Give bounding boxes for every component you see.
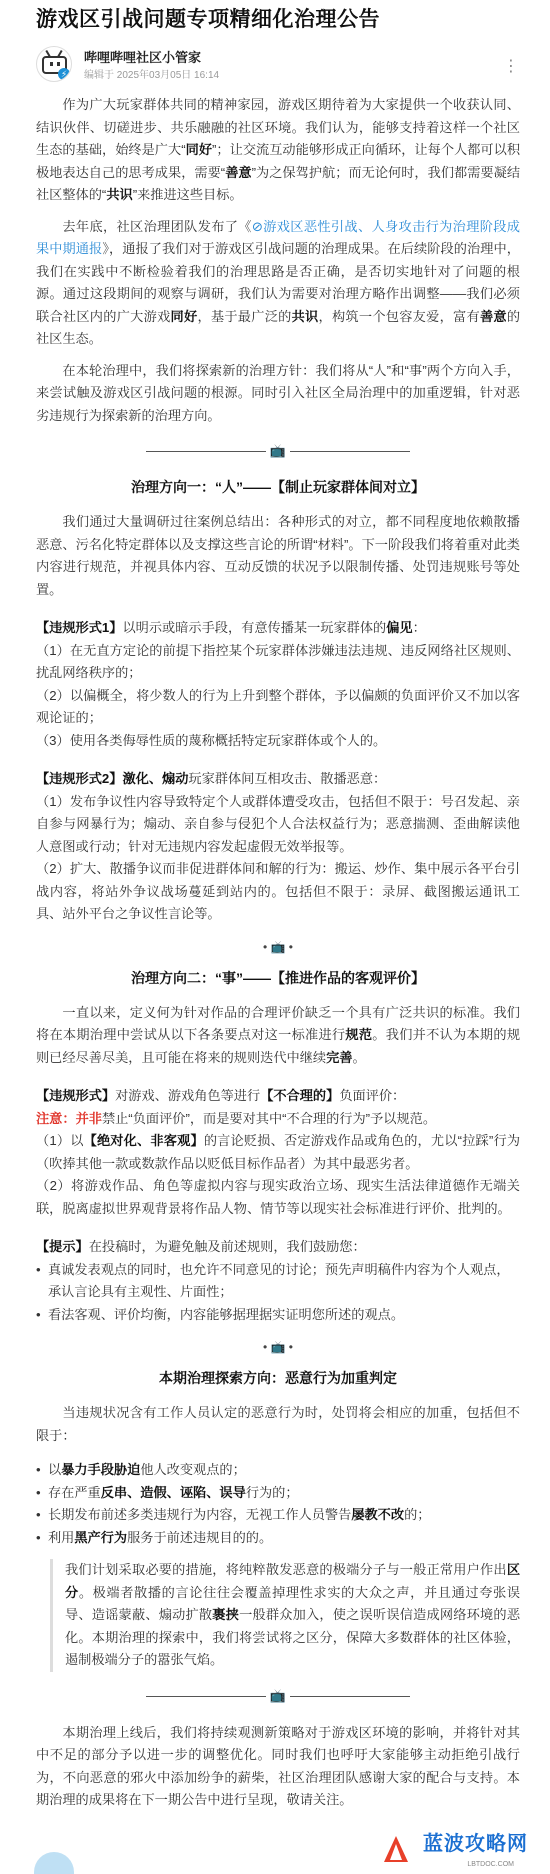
more-icon[interactable]: ⋮: [503, 58, 520, 75]
bold-text: 屡教不改: [351, 1507, 405, 1522]
list-item: • 看法客观、评价均衡，内容能够据理据实证明您所述的观点。: [36, 1304, 520, 1327]
divider: [36, 1682, 520, 1712]
list-item: （2）扩大、散播争议而非促进群体间和解的行为：搬运、炒作、集中展示各平台引战内容，将站外争议战场蔓延到站内的。包括但不限于：录屏、截图搬运通讯工具、站外平台之争议性言论等。: [36, 861, 520, 921]
quote-block: [50, 1559, 520, 1672]
watermark-logo-icon: [382, 1834, 410, 1864]
text: 禁止“负面评价”，而是要对其中“不合理的行为”予以规范。: [101, 1110, 437, 1126]
bold-text: 同好: [170, 308, 198, 324]
text: 。我们并不认为本期的规则已经尽善尽美，且可能在将来的规则迭代中继续: [36, 1027, 521, 1065]
text: ，构筑一个包容友爱，富有: [318, 308, 480, 324]
edit-time: 编辑于 2025年03月05日 16:14: [84, 70, 220, 81]
label: 【提示】: [36, 1239, 89, 1254]
list-item: （3）使用各类侮辱性质的蔑称概括特定玩家群体或个人的。: [36, 732, 387, 748]
tv-icon: • 📺 •: [262, 939, 293, 954]
tv-icon: 📺: [269, 443, 287, 458]
note-label: 注意：: [36, 1110, 76, 1126]
eye-icon: [57, 62, 60, 66]
violation-form: [36, 1085, 520, 1108]
text: 负面评价：: [339, 1088, 406, 1103]
text: 行为的；: [245, 1484, 299, 1500]
text: 他人改变观点的；: [140, 1462, 246, 1477]
list-item: [36, 1459, 520, 1482]
text: ”；让交流互动能够形成正向循环，让每个人都可以积极地表达自己的思考成果，需要“: [36, 142, 521, 180]
eye-icon: [50, 62, 53, 66]
intro-paragraph-3: 在本轮治理中，我们将探索新的治理方针：我们将从“人”和“事”两个方向入手，来尝试触及游戏区引战问题的根源。同时引入社区全局治理中的加重逻辑，针对恶劣违规行为探索新的治理方向。: [36, 362, 520, 423]
list-item: （2）以偏概全，将少数人的行为上升到整个群体，予以偏颇的负面评价又不加以客观论证的；: [36, 687, 520, 725]
watermark-subtext: LBTDOC.COM: [467, 1861, 514, 1868]
bold-text: 规范: [345, 1027, 373, 1042]
bold-text: 善意: [479, 308, 507, 324]
intro-paragraph-1: [36, 94, 520, 207]
text: 玩家群体间互相攻击、散播恶意：: [188, 771, 387, 786]
dots-divider: [36, 1334, 520, 1360]
bold-text: 暴力手段胁迫: [61, 1462, 141, 1477]
verified-bolt-icon: ⚡: [58, 68, 70, 80]
divider-line: [146, 451, 266, 452]
section-title: 本期治理探索方向：恶意行为加重判定: [159, 1370, 397, 1386]
list-item: [36, 1504, 520, 1527]
text: 的言论贬损、否定游戏作品或角色的，尤以“拉踩”行为（吹捧其他一款或数款作品以贬低目标作品者）为其中最恶劣者。: [36, 1133, 521, 1171]
closing-paragraph: 本期治理上线后，我们将持续观测新策略对于游戏区环境的影响，并将针对其中不足的部分予以进一步的调整优化。同时我们也呼吁大家能够主动拒绝引战行为，不向恶意的邪火中添加纷争的薪柴，社区治理团队感谢大家的配合与支持。本期治理的成果将在下一期公告中进行呈现，敬请关注。: [36, 1724, 520, 1807]
text: 。极端者散播的言论往往会覆盖掉理性求实的大众之声，并且通过夸张误导、造谣蒙蔽、煽动扩散: [65, 1584, 521, 1622]
text: 作为广大玩家群体共同的精神家园，游戏区期待着为大家提供一个收获认同、结识伙伴、切磋进步、共乐融融的社区环境。我们认为，能够支持着这样一个社区生态的基础，始终是广大“: [36, 97, 520, 157]
text: ，基于最广泛的: [197, 308, 292, 324]
bold-text: 同好: [185, 142, 213, 157]
text: 去年底，社区治理团队发布了《: [62, 218, 252, 234]
label: 【违规形式】: [36, 1088, 116, 1103]
section-intro: [36, 1002, 520, 1070]
text: 的；: [404, 1507, 431, 1522]
tips-list: [36, 1259, 520, 1327]
list-item: [36, 1482, 520, 1505]
section-title: 治理方向二：“事”——【推进作品的客观评价】: [131, 969, 425, 986]
author-name[interactable]: 哔哩哔哩社区小管家: [84, 50, 202, 65]
text: 的社区生态。: [36, 308, 521, 346]
list-item: • 真诚发表观点的同时，也允许不同意见的讨论；预先声明稿件内容为个人观点，承认言论具有主观性、片面性；: [36, 1259, 520, 1304]
text: 存在严重: [48, 1484, 101, 1500]
list-item: [36, 1130, 520, 1175]
text: （1）以: [36, 1133, 84, 1148]
divider-line: [290, 451, 410, 452]
text: 一般群众加入，使之误听误信造成网络环境的恶化。本期治理的探索中，我们将尝试将之区分，保障大多数群体的社区体验，遏制极端分子的嚣张气焰。: [65, 1607, 521, 1667]
text: 我们计划采取必要的措施，将纯粹散发恶意的极端分子与一般正常用户作出: [65, 1562, 507, 1577]
bold-text: 裹挟: [212, 1607, 240, 1622]
intro-paragraph-2: [36, 216, 520, 351]
author-row: [36, 46, 520, 94]
bold-text: 【绝对化、非客观】: [83, 1133, 204, 1148]
text: 以: [48, 1462, 62, 1477]
text: 对游戏、游戏角色等进行: [115, 1088, 261, 1103]
note: [36, 1108, 520, 1131]
section-intro: 我们通过大量调研过往案例总结出：各种形式的对立，都不同程度地依赖散播恶意、污名化特定群体以及支撑这些言论的所谓“材料”。下一阶段我们将着重对此类内容进行规范，并视具体内容、互动反馈的状况予以限制传播、处罚违规账号等处置。: [36, 514, 520, 597]
dots-divider: [36, 934, 520, 960]
report-link[interactable]: ⊘游戏区恶性引战、人身攻击行为治理阶段成果中期通报: [36, 218, 520, 256]
avatar[interactable]: [36, 46, 72, 82]
text: ”来推进这些目标。: [132, 187, 243, 202]
list-item: （1）发布争议性内容导致特定个人或群体遭受攻击，包括但不限于：号召发起、亲自参与网暴行为；煽动、亲自参与侵犯个人合法权益行为；恶意揣测、歪曲解读他人意图或行动；针对无违规内容发起虚假无效举报等。: [36, 793, 520, 854]
divider-line: [146, 1696, 266, 1697]
bold-text: 共识: [291, 308, 319, 324]
violation-form-1: [36, 617, 520, 640]
label: 【违规形式2】激化、煽动: [36, 771, 189, 786]
label: 【违规形式1】: [36, 620, 123, 635]
bold-text: 偏见: [386, 620, 413, 635]
tv-icon: • 📺 •: [262, 1340, 293, 1354]
bold-text: 共识: [106, 187, 133, 202]
mascot-image: [34, 1852, 74, 1874]
bold-text: 善意: [225, 164, 252, 180]
text: ：: [412, 620, 426, 635]
text: 》，通报了我们对于游戏区引战问题的治理成果。在后续阶段的治理中，我们在实践中不断检验着我们的治理思路是否正确，是否切实地针对了问题的根源。通过这段期间的观察与调研，我们认为需要对治理方略作出调整——我们必须联合社区内的广大游戏: [36, 241, 520, 324]
page-title: 游戏区引战问题专项精细化治理公告: [36, 8, 380, 31]
text: 在投稿时，为避免触及前述规则，我们鼓励您：: [88, 1239, 366, 1254]
red-text: 并非: [75, 1110, 102, 1126]
bold-text: 黑产行为: [74, 1529, 128, 1545]
violation-form-2: [36, 768, 520, 791]
divider-line: [290, 1696, 410, 1697]
aggravation-list: [36, 1459, 520, 1549]
watermark: [358, 1830, 528, 1870]
tv-icon: 📺: [269, 1687, 287, 1703]
bold-text: 【不合理的】: [260, 1088, 340, 1103]
text: 。: [352, 1049, 366, 1065]
section-title: 治理方向一：“人”——【制止玩家群体间对立】: [131, 479, 425, 495]
list-item: （1）在无直方定论的前提下指控某个玩家群体涉嫌违法违规、违反网络社区规则、扰乱网络秩序的；: [36, 642, 520, 680]
quote-text: [65, 1559, 520, 1672]
list-item: （2）将游戏作品、角色等虚拟内容与现实政治立场、现实生活法律道德作无端关联，脱离虚拟世界观背景将作品人物、情节等以现实社会标准进行评价、批判的。: [36, 1178, 520, 1216]
text: ”为之保驾护航；而无论何时，我们都需要凝结社区整体的“: [36, 164, 521, 202]
bold-text: 反串、造假、诬陷、误导: [100, 1484, 246, 1500]
text: 一直以来，定义何为针对作品的合理评价缺乏一个具有广泛共识的标准。我们将在本期治理中尝试从以下各条要点对这一标准进行: [36, 1004, 520, 1042]
text: 以明示或暗示手段，有意传播某一玩家群体的: [122, 620, 387, 635]
bold-text: 区分: [65, 1562, 520, 1600]
section-intro: 当违规状况含有工作人员认定的恶意行为时，处罚将会相应的加重，包括但不限于：: [36, 1405, 520, 1443]
tip: [36, 1236, 520, 1259]
text: 长期发布前述多类违规行为内容，无视工作人员警告: [48, 1507, 352, 1522]
text: 服务于前述违规目的的。: [127, 1529, 273, 1545]
divider: [36, 437, 520, 467]
text: 利用: [48, 1529, 75, 1545]
watermark-text: 蓝波攻略网: [423, 1833, 528, 1855]
list-item: [36, 1527, 520, 1550]
bold-text: 完善: [326, 1049, 353, 1065]
